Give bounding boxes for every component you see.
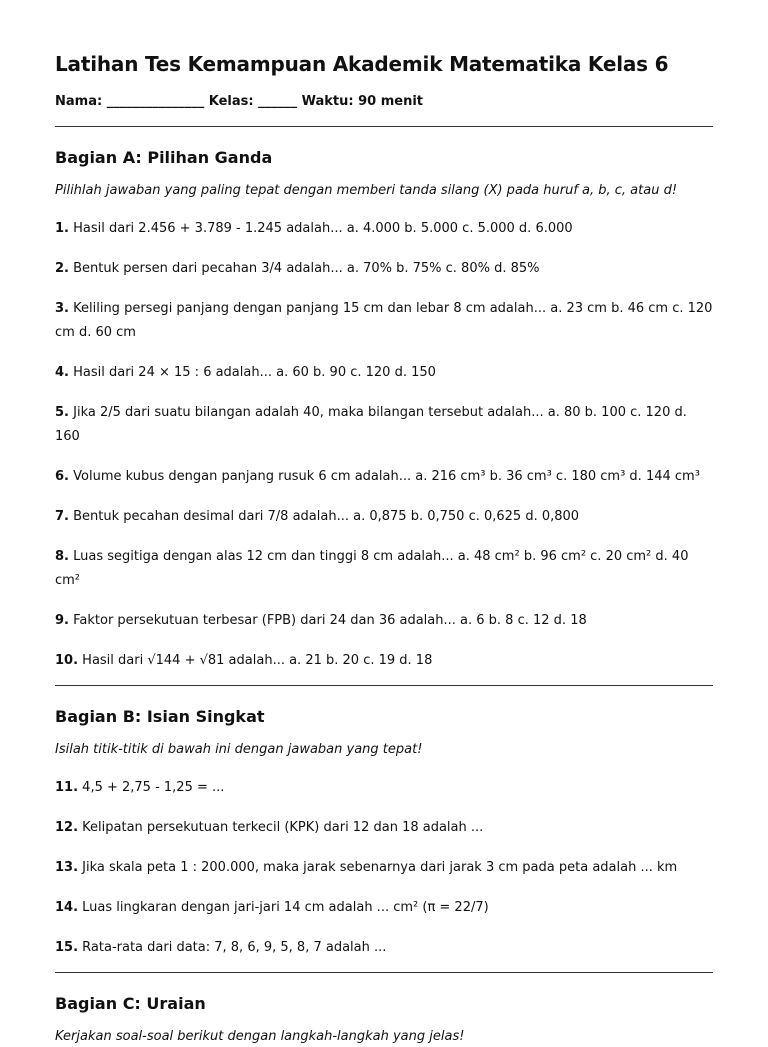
section-instruction: Pilihlah jawaban yang paling tepat dengan memberi tanda silang (X) pada huruf a, b, c, atau d! (55, 183, 678, 198)
question-text: Bentuk pecahan desimal dari 7/8 adalah... a. 0,875 b. 0,750 c. 0,625 d. 0,800 (73, 509, 580, 524)
section-instruction: Isilah titik-titik di bawah ini dengan jawaban yang tepat! (55, 742, 423, 757)
section-heading: Bagian B: Isian Singkat (55, 707, 265, 726)
question-text: Rata-rata dari data: 7, 8, 6, 9, 5, 8, 7 adalah ... (82, 940, 387, 955)
section-instruction: Kerjakan soal-soal berikut dengan langkah-langkah yang jelas! (55, 1029, 465, 1044)
question-item (55, 257, 713, 281)
sections-container (55, 147, 713, 1047)
question-item (55, 856, 713, 880)
question-item (55, 816, 713, 840)
question-number: 6. (55, 469, 69, 484)
student-info-line: Nama: _______________ Kelas: ______ Waktu: 90 menit (55, 94, 423, 109)
section-divider (55, 972, 713, 973)
question-item (55, 401, 713, 449)
question-text: Luas lingkaran dengan jari-jari 14 cm adalah ... cm² (π = 22/7) (82, 900, 489, 915)
question-number: 14. (55, 900, 79, 915)
question-item (55, 545, 713, 593)
question-number: 10. (55, 653, 79, 668)
question-item (55, 776, 713, 800)
question-text: Jika skala peta 1 : 200.000, maka jarak sebenarnya dari jarak 3 cm pada peta adalah ... km (82, 860, 678, 875)
question-number: 2. (55, 261, 69, 276)
divider (55, 126, 713, 127)
question-text: Luas segitiga dengan alas 12 cm dan tinggi 8 cm adalah... a. 48 cm² b. 96 cm² c. 20 cm² d. 40 cm² (55, 549, 689, 588)
question-text: Bentuk persen dari pecahan 3/4 adalah... a. 70% b. 75% c. 80% d. 85% (73, 261, 540, 276)
question-text: Hasil dari 24 × 15 : 6 adalah... a. 60 b. 90 c. 120 d. 150 (73, 365, 436, 380)
question-number: 4. (55, 365, 69, 380)
question-text: Keliling persegi panjang dengan panjang 15 cm dan lebar 8 cm adalah... a. 23 cm b. 46 cm c. 120 cm d. 60 cm (55, 301, 713, 340)
question-item (55, 896, 713, 920)
question-item (55, 217, 713, 241)
question-item (55, 936, 713, 960)
question-number: 5. (55, 405, 69, 420)
question-number: 11. (55, 780, 79, 795)
question-number: 12. (55, 820, 79, 835)
question-text: Jika 2/5 dari suatu bilangan adalah 40, maka bilangan tersebut adalah... a. 80 b. 100 c. 120 d. 160 (55, 405, 687, 444)
question-item (55, 505, 713, 529)
question-item (55, 649, 713, 673)
question-item (55, 361, 713, 385)
section-heading: Bagian C: Uraian (55, 994, 206, 1013)
section-divider (55, 685, 713, 686)
question-number: 9. (55, 613, 69, 628)
section-heading: Bagian A: Pilihan Ganda (55, 148, 273, 167)
question-number: 7. (55, 509, 69, 524)
question-text: Kelipatan persekutuan terkecil (KPK) dari 12 dan 18 adalah ... (82, 820, 484, 835)
question-number: 15. (55, 940, 79, 955)
question-text: Hasil dari √144 + √81 adalah... a. 21 b. 20 c. 19 d. 18 (82, 653, 433, 668)
question-text: 4,5 + 2,75 - 1,25 = ... (82, 780, 225, 795)
question-text: Faktor persekutuan terbesar (FPB) dari 24 dan 36 adalah... a. 6 b. 8 c. 12 d. 18 (73, 613, 587, 628)
question-item (55, 297, 713, 345)
question-item (55, 609, 713, 633)
question-item (55, 465, 713, 489)
question-number: 3. (55, 301, 69, 316)
question-number: 8. (55, 549, 69, 564)
question-number: 13. (55, 860, 79, 875)
question-number: 1. (55, 221, 69, 236)
document-title: Latihan Tes Kemampuan Akademik Matematika Kelas 6 (55, 52, 669, 76)
question-text: Volume kubus dengan panjang rusuk 6 cm adalah... a. 216 cm³ b. 36 cm³ c. 180 cm³ d. 144 cm³ (73, 469, 700, 484)
question-text: Hasil dari 2.456 + 3.789 - 1.245 adalah... a. 4.000 b. 5.000 c. 5.000 d. 6.000 (73, 221, 573, 236)
